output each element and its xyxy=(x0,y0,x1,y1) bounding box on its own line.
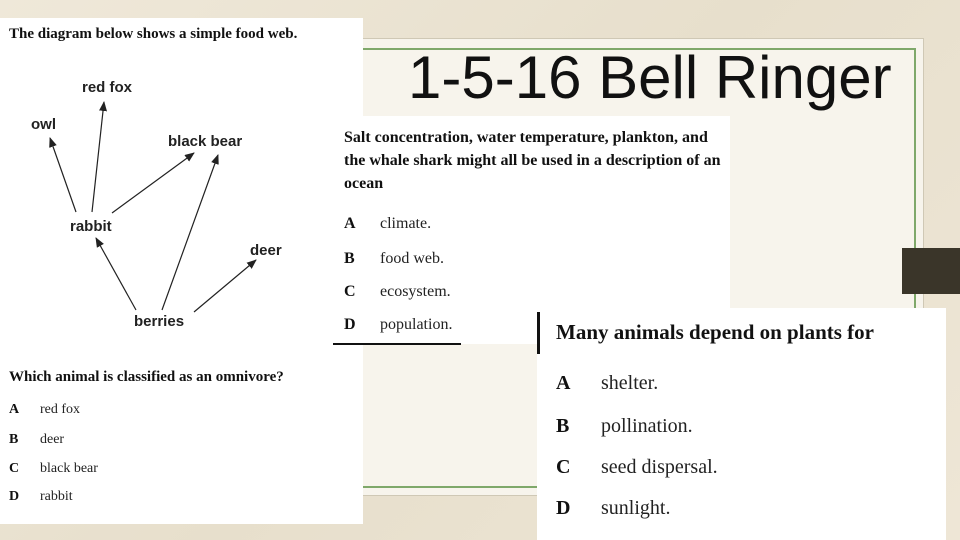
ocean-option-text: food web. xyxy=(380,250,444,267)
node-rabbit: rabbit xyxy=(70,218,112,235)
node-black-bear: black bear xyxy=(168,133,243,150)
ocean-option-letter: A xyxy=(344,215,356,232)
food-web-option-text: rabbit xyxy=(40,489,73,504)
node-owl: owl xyxy=(31,116,56,133)
arrow-berries-to-rabbit xyxy=(96,238,136,310)
plants-option-letter: A xyxy=(556,372,571,394)
arrow-berries-to-blackbear xyxy=(162,155,218,310)
food-web-header: The diagram below shows a simple food web. xyxy=(9,26,298,42)
arrow-rabbit-to-owl xyxy=(50,138,76,212)
divider-rule xyxy=(333,343,461,345)
plants-option-letter: C xyxy=(556,456,571,478)
plants-option-letter: D xyxy=(556,497,571,519)
ocean-option-letter: C xyxy=(344,283,356,300)
food-web-option-text: deer xyxy=(40,432,65,447)
ocean-option-letter: D xyxy=(344,316,356,333)
ocean-option-text: population. xyxy=(380,316,453,333)
food-web-question: Which animal is classified as an omnivore? xyxy=(9,369,284,385)
plants-option-letter: B xyxy=(556,415,570,437)
food-web-option-letter: C xyxy=(9,461,20,476)
food-web-option-text: red fox xyxy=(40,402,81,417)
arrow-rabbit-to-blackbear xyxy=(112,153,194,213)
food-web-option-text: black bear xyxy=(40,461,98,476)
ocean-option-text: ecosystem. xyxy=(380,283,451,300)
node-red-fox: red fox xyxy=(82,79,133,96)
food-web-option-letter: B xyxy=(9,432,19,447)
margin-bar xyxy=(537,312,540,354)
slide-title: 1-5-16 Bell Ringer xyxy=(408,44,892,111)
food-web-option-letter: D xyxy=(9,489,20,504)
arrow-berries-to-deer xyxy=(194,260,256,312)
ocean-option-letter: B xyxy=(344,250,355,267)
node-deer: deer xyxy=(250,242,282,259)
plants-option-text: sunlight. xyxy=(601,497,671,519)
plants-question-text: Many animals depend on plants for xyxy=(556,320,874,344)
ocean-option-text: climate. xyxy=(380,215,432,232)
plants-option-text: pollination. xyxy=(601,415,693,437)
ocean-question-text: Salt concentration, water temperature, plankton, and the whale shark might all be used in a description of an ocean xyxy=(344,129,721,192)
plants-option-text: shelter. xyxy=(601,372,659,394)
arrow-rabbit-to-redfox xyxy=(92,102,104,212)
node-berries: berries xyxy=(134,313,185,330)
food-web-option-letter: A xyxy=(9,402,20,417)
plants-option-text: seed dispersal. xyxy=(601,456,718,478)
food-web-diagram xyxy=(0,0,363,340)
slide-side-tab xyxy=(902,248,960,294)
